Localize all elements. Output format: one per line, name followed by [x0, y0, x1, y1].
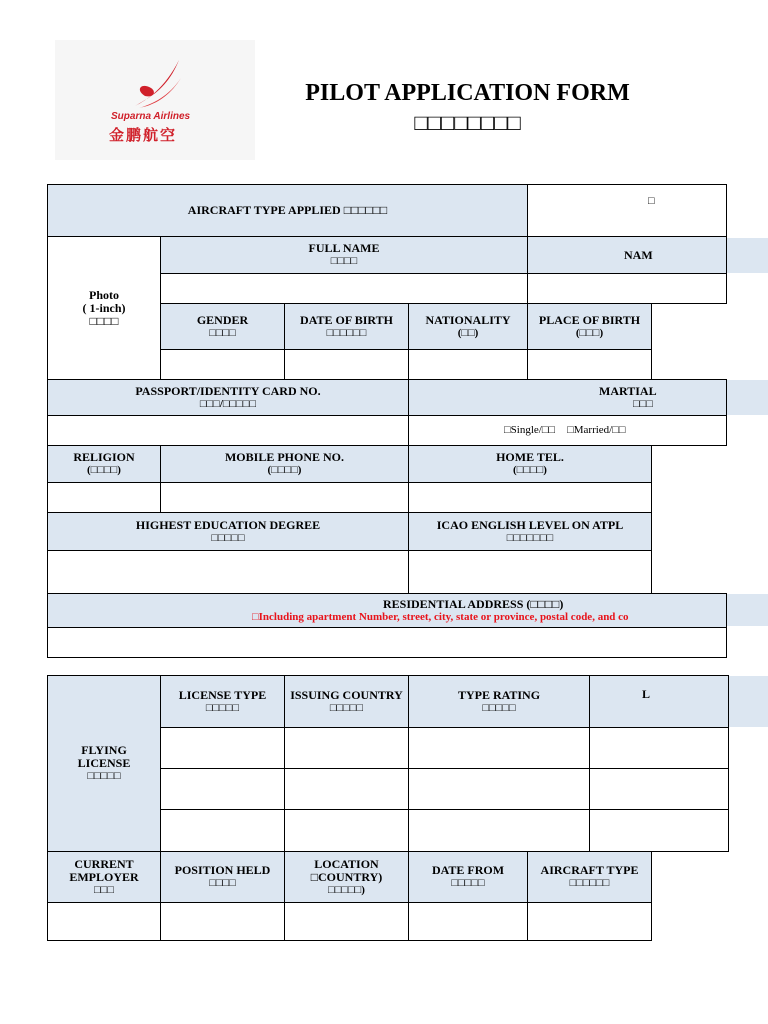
- aircraft-type-2-label: AIRCRAFT TYPE □□□□□□: [527, 851, 652, 903]
- gender-field[interactable]: [160, 349, 285, 380]
- name-field[interactable]: [527, 273, 727, 304]
- name-label-cut: NAM: [527, 236, 727, 274]
- dob-field[interactable]: [284, 349, 409, 380]
- license-field[interactable]: [589, 809, 729, 852]
- license-field[interactable]: [589, 768, 729, 810]
- photo-box[interactable]: Photo ( 1-inch) □□□□: [47, 236, 161, 380]
- home-tel-field[interactable]: [408, 482, 652, 513]
- employer-field[interactable]: [47, 902, 161, 941]
- aircraft-type-2-field[interactable]: [527, 902, 652, 941]
- form-subtitle: □□□□□□□□: [414, 110, 521, 135]
- flying-license-label: FLYING LICENSE □□□□□: [47, 675, 161, 852]
- location-label: LOCATION □COUNTRY) □□□□□): [284, 851, 409, 903]
- license-field[interactable]: [284, 809, 409, 852]
- home-tel-label: HOME TEL. (□□□□): [408, 445, 652, 483]
- date-from-field[interactable]: [408, 902, 528, 941]
- current-employer-label: CURRENT EMPLOYER □□□: [47, 851, 161, 903]
- license-field[interactable]: [284, 768, 409, 810]
- license-label-cut: L: [589, 675, 729, 728]
- place-of-birth-field[interactable]: [527, 349, 652, 380]
- religion-field[interactable]: [47, 482, 161, 513]
- single-checkbox[interactable]: □Single/□□: [504, 424, 556, 436]
- license-field[interactable]: [160, 809, 285, 852]
- address-field[interactable]: [47, 627, 727, 658]
- icao-field[interactable]: [408, 550, 652, 594]
- location-field[interactable]: [284, 902, 409, 941]
- education-field[interactable]: [47, 550, 409, 594]
- form-title: PILOT APPLICATION FORM: [305, 80, 630, 106]
- license-field[interactable]: [408, 768, 590, 810]
- dob-label: DATE OF BIRTH □□□□□□: [284, 303, 409, 350]
- education-label: HIGHEST EDUCATION DEGREE □□□□□: [47, 512, 409, 551]
- marital-label: MARTIAL □□□: [408, 379, 727, 416]
- license-type-label: LICENSE TYPE □□□□□: [160, 675, 285, 728]
- place-of-birth-label: PLACE OF BIRTH (□□□): [527, 303, 652, 350]
- icao-label: ICAO ENGLISH LEVEL ON ATPL □□□□□□□: [408, 512, 652, 551]
- license-field[interactable]: [408, 727, 590, 769]
- aircraft-type-checkbox[interactable]: □: [648, 195, 655, 207]
- type-rating-label: TYPE RATING □□□□□: [408, 675, 590, 728]
- mobile-field[interactable]: [160, 482, 409, 513]
- issuing-country-label: ISSUING COUNTRY □□□□□: [284, 675, 409, 728]
- position-held-label: POSITION HELD □□□□: [160, 851, 285, 903]
- license-field[interactable]: [284, 727, 409, 769]
- marital-options: [408, 415, 727, 446]
- mobile-label: MOBILE PHONE NO. (□□□□): [160, 445, 409, 483]
- license-field[interactable]: [160, 768, 285, 810]
- nationality-field[interactable]: [408, 349, 528, 380]
- passport-label: PASSPORT/IDENTITY CARD NO. □□□/□□□□□: [47, 379, 409, 416]
- nationality-label: NATIONALITY (□□): [408, 303, 528, 350]
- aircraft-type-field[interactable]: [527, 184, 727, 237]
- passport-field[interactable]: [47, 415, 409, 446]
- license-field[interactable]: [160, 727, 285, 769]
- aircraft-type-label: AIRCRAFT TYPE APPLIED □□□□□□: [47, 184, 528, 237]
- full-name-field[interactable]: [160, 273, 528, 304]
- license-field[interactable]: [589, 727, 729, 769]
- religion-label: RELIGION (□□□□): [47, 445, 161, 483]
- gender-label: GENDER □□□□: [160, 303, 285, 350]
- logo-brand-en: Suparna Airlines: [111, 111, 191, 122]
- married-checkbox[interactable]: □Married/□□: [567, 424, 626, 436]
- position-field[interactable]: [160, 902, 285, 941]
- full-name-label: FULL NAME □□□□: [160, 236, 528, 274]
- address-label: RESIDENTIAL ADDRESS (□□□□) □Including apartment Number, street, city, state or province, postal code, and co: [47, 593, 727, 628]
- date-from-label: DATE FROM □□□□□: [408, 851, 528, 903]
- license-field[interactable]: [408, 809, 590, 852]
- logo-brand-cn: 金鹏航空: [109, 126, 178, 144]
